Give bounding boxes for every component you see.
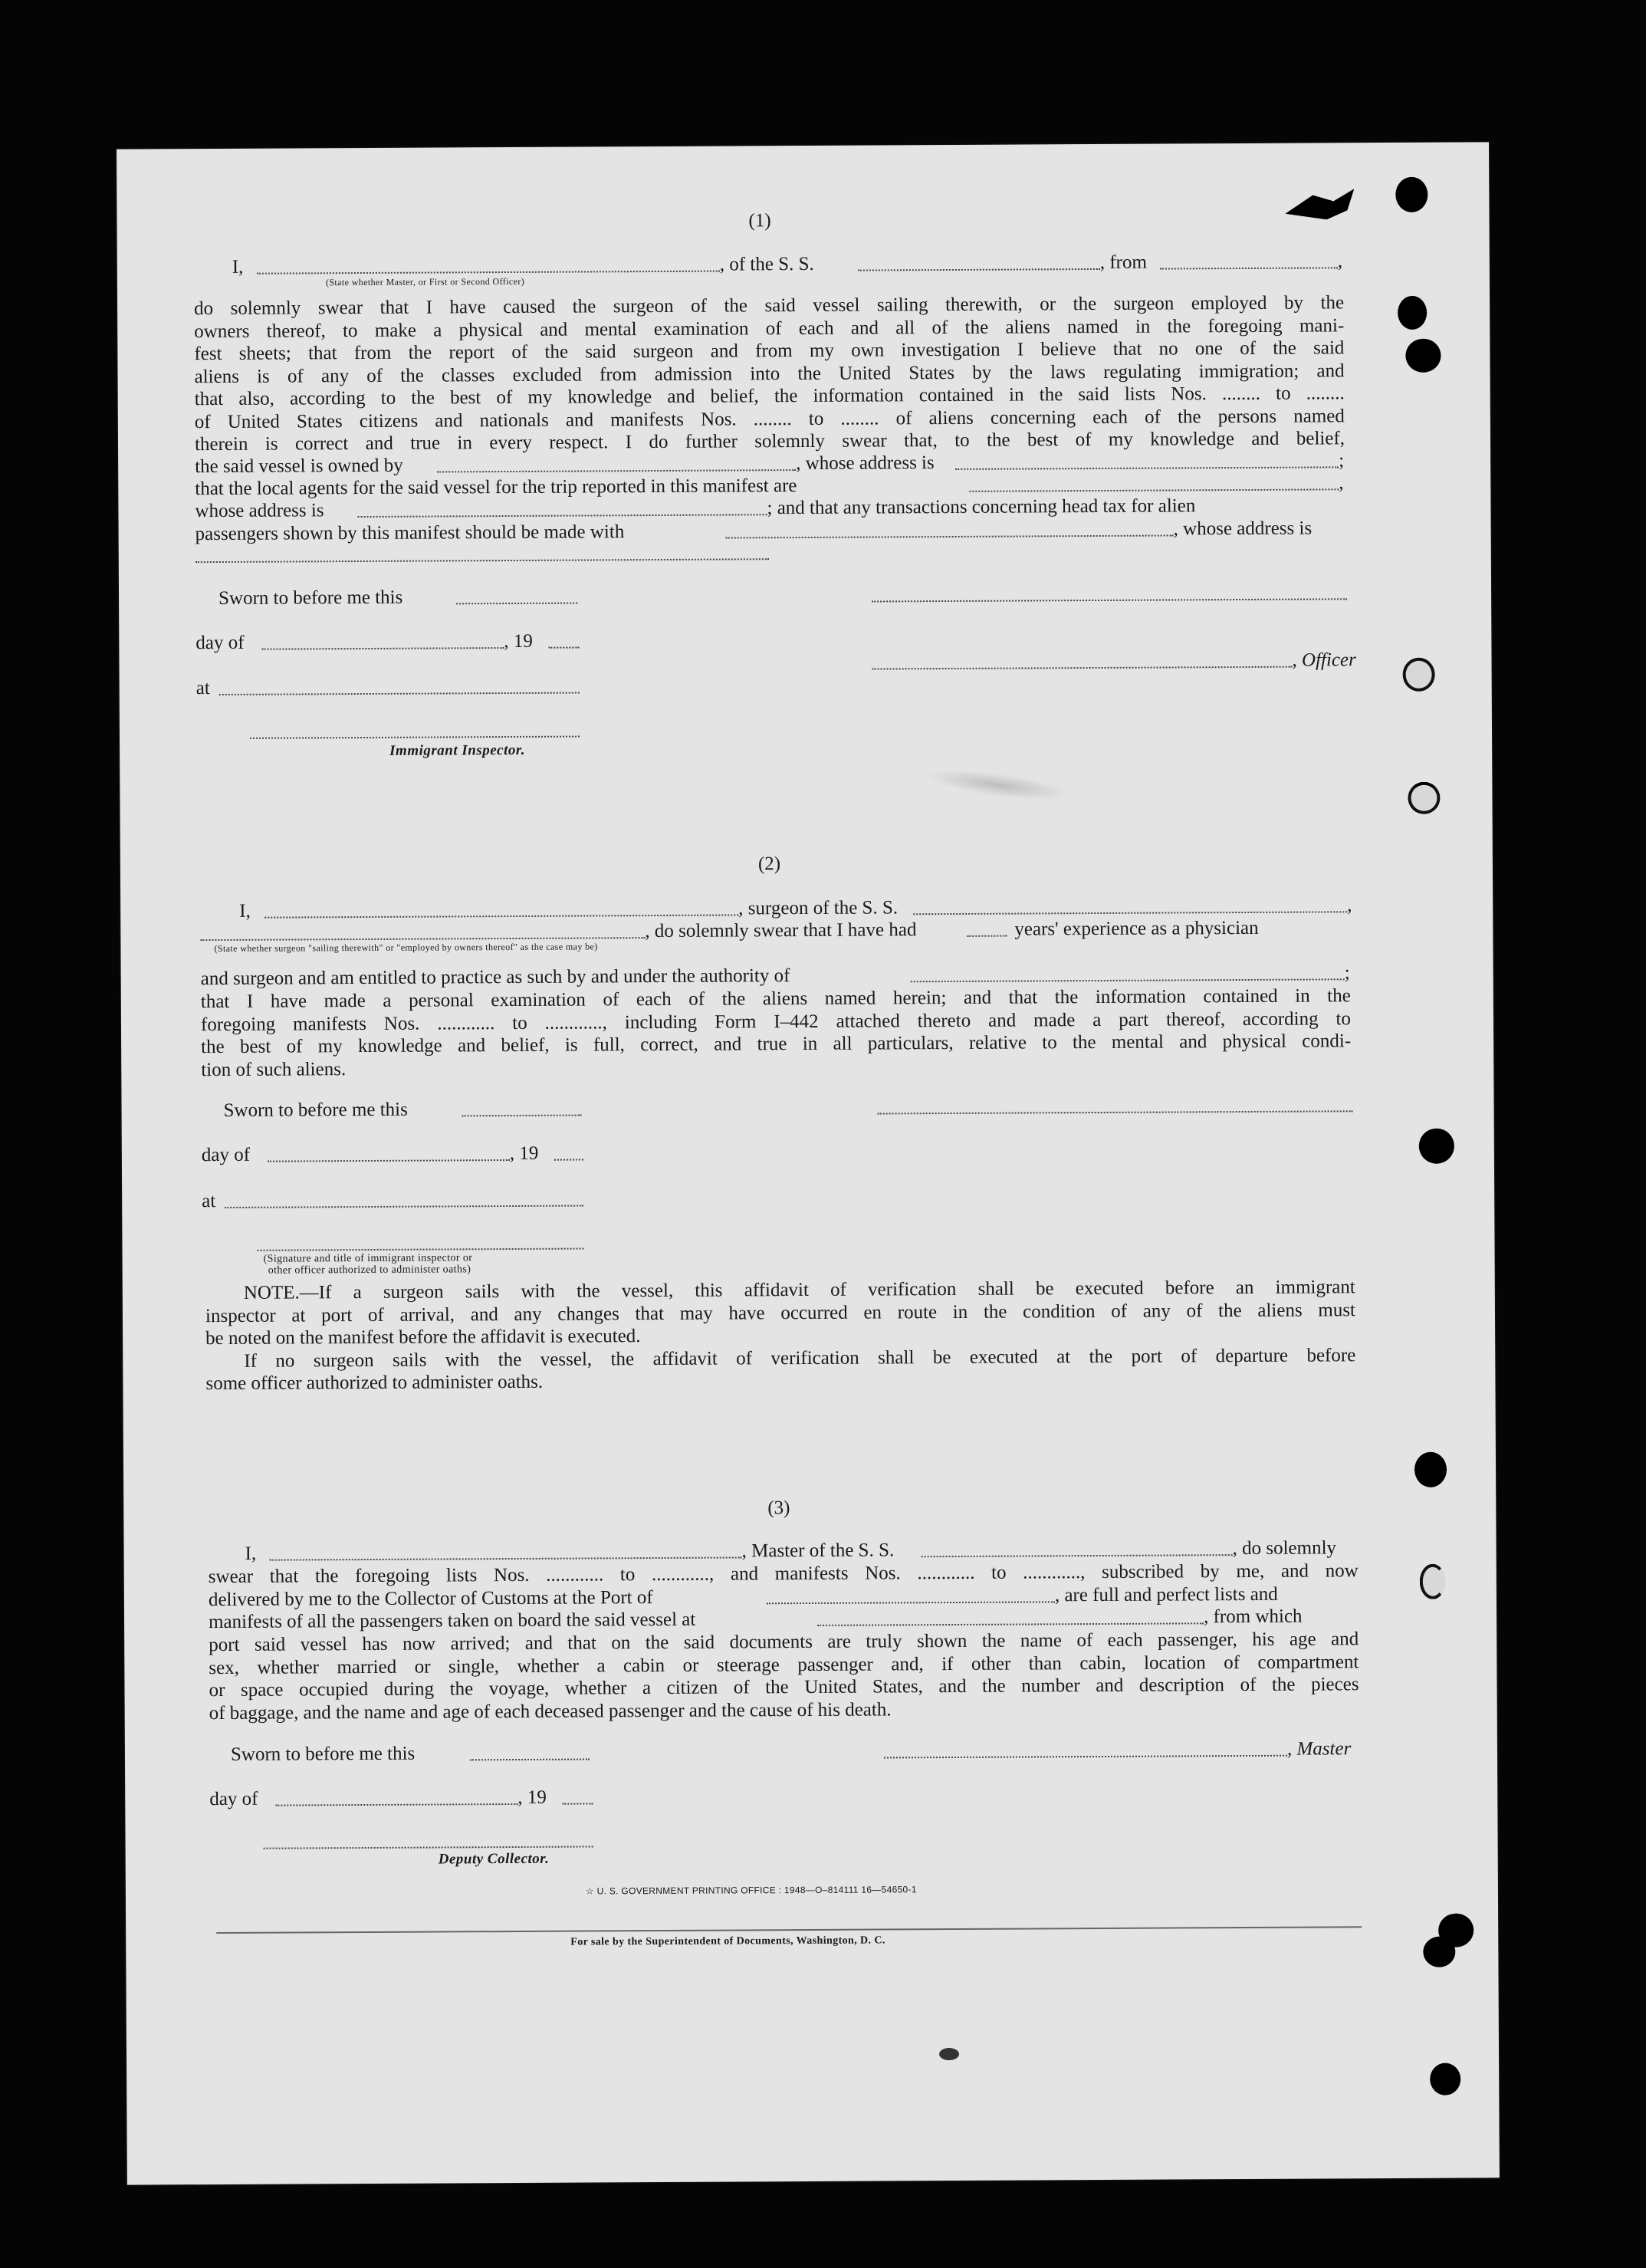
s3-day-of-label: day of bbox=[209, 1788, 258, 1810]
s3-sworn-day-blank[interactable] bbox=[470, 1758, 590, 1760]
authority-blank[interactable] bbox=[911, 978, 1345, 982]
punch-hole bbox=[1423, 1937, 1455, 1967]
s3-last-line: of baggage, and the name and age of each deceased passenger and the cause of his death. bbox=[209, 1698, 892, 1724]
s2-line: that I have made a personal examination of each of the aliens named herein; and that the information contained in the bbox=[200, 985, 1351, 1013]
punch-hole bbox=[1395, 177, 1428, 212]
s2-month-blank[interactable] bbox=[268, 1159, 510, 1162]
s3-manifests-of-text: manifests of all the passengers taken on board the said vessel at bbox=[209, 1609, 696, 1633]
owned-by-label: the said vessel is owned by bbox=[195, 455, 403, 478]
s2-sig-note-1: (Signature and title of immigrant inspector or bbox=[263, 1252, 473, 1265]
s2-at-blank[interactable] bbox=[225, 1205, 583, 1208]
officer-title-line[interactable] bbox=[872, 666, 1293, 670]
s1-line: do solemnly swear that I have caused the surgeon of the said vessel sailing therewith, or the surgeon employed by the bbox=[194, 292, 1345, 320]
vessel-name-blank[interactable] bbox=[858, 268, 1100, 271]
surgeon-note: (State whether surgeon "sailing therewith" or "employed by owners thereof" as the case may be) bbox=[214, 941, 598, 955]
footer-rule bbox=[216, 1926, 1362, 1934]
s2-i-label: I, bbox=[239, 900, 251, 922]
s3-body-line: port said vessel has now arrived; and that on the said documents are truly shown the name of each passenger, his age and bbox=[209, 1629, 1359, 1656]
form-sheet bbox=[117, 142, 1500, 2184]
head-tax-agent-blank[interactable] bbox=[726, 534, 1174, 538]
section-2-number: (2) bbox=[757, 853, 781, 875]
punch-hole-ring bbox=[1403, 658, 1435, 692]
s1-i-label: I, bbox=[232, 256, 244, 278]
head-tax-text: ; and that any transactions concerning head tax for alien bbox=[767, 495, 1196, 519]
owner-address-label: , whose address is bbox=[796, 452, 935, 475]
s2-sworn-label: Sworn to before me this bbox=[223, 1099, 408, 1121]
s1-officer-signature-line[interactable] bbox=[872, 598, 1347, 602]
s1-semicolon: ; bbox=[1339, 450, 1345, 472]
note-paragraph bbox=[205, 1276, 1356, 1395]
boarding-port-blank[interactable] bbox=[817, 1622, 1204, 1626]
surgeon-name-blank[interactable] bbox=[264, 914, 738, 918]
sale-notice: For sale by the Superintendent of Documents, Washington, D. C. bbox=[570, 1934, 885, 1948]
s2-year-label: , 19 bbox=[509, 1142, 539, 1165]
s2-oath-paragraph bbox=[201, 984, 1352, 1081]
s2-year-blank[interactable] bbox=[554, 1159, 583, 1161]
s3-sworn-label: Sworn to before me this bbox=[230, 1743, 416, 1765]
s3-body-line: or space occupied during the voyage, whether a citizen of the United States, and the number and description of the pieces bbox=[209, 1674, 1359, 1701]
smudge-mark bbox=[939, 2048, 959, 2060]
s3-i-label: I, bbox=[245, 1543, 257, 1564]
surgeon-signature-line[interactable] bbox=[878, 1110, 1353, 1114]
master-signature-line[interactable] bbox=[884, 1755, 1287, 1759]
s1-of-ss-label: , of the S. S. bbox=[719, 253, 814, 275]
s2-swear-text: , do solemnly swear that I have had bbox=[645, 919, 917, 942]
s1-oath-paragraph bbox=[194, 291, 1345, 455]
s3-from-which: , from which bbox=[1203, 1606, 1303, 1628]
deputy-label: Deputy Collector. bbox=[438, 1850, 550, 1868]
owner-blank[interactable] bbox=[437, 469, 796, 472]
s2-sworn-day-blank[interactable] bbox=[462, 1115, 582, 1117]
punch-hole-ring bbox=[1420, 1564, 1446, 1599]
s3-year-label: , 19 bbox=[517, 1786, 547, 1808]
punch-hole bbox=[1430, 2063, 1460, 2095]
head-tax-address-label: , whose address is bbox=[1173, 518, 1313, 540]
punch-hole bbox=[1414, 1452, 1447, 1487]
master-label: , Master bbox=[1286, 1738, 1352, 1760]
s1-line: that also, according to the best of my knowledge and belief, the information contained in the said lists Nos. ........ to ........ bbox=[194, 383, 1345, 410]
agents-address-label: whose address is bbox=[195, 500, 324, 522]
inspector-signature-line[interactable] bbox=[250, 736, 580, 739]
s1-sworn-day-blank[interactable] bbox=[456, 603, 577, 605]
s1-comma: , bbox=[1339, 472, 1344, 494]
years-experience-blank[interactable] bbox=[967, 935, 1007, 937]
s2-authority-text: and surgeon and am entitled to practice as such by and under the authority of bbox=[200, 965, 790, 990]
s1-year-blank[interactable] bbox=[548, 647, 579, 649]
gpo-imprint: ☆ U. S. GOVERNMENT PRINTING OFFICE : 1948—O–814111 16—54650-1 bbox=[585, 1884, 917, 1897]
s1-line: aliens is of any of the classes excluded from admission into the United States by the laws regulating immigration; and bbox=[194, 360, 1345, 387]
s2-at-label: at bbox=[202, 1191, 216, 1212]
note-line: inspector at port of arrival, and any changes that may have occurred en route in the condition of any of the aliens must bbox=[205, 1299, 1356, 1326]
agents-address-blank[interactable] bbox=[358, 514, 767, 518]
s2-vessel-blank[interactable] bbox=[913, 911, 1347, 915]
s1-month-blank[interactable] bbox=[261, 647, 504, 650]
head-tax-address-blank[interactable] bbox=[195, 558, 769, 563]
s2-last-line: tion of such aliens. bbox=[201, 1058, 347, 1080]
s2-inspector-signature-line[interactable] bbox=[258, 1248, 584, 1251]
officer-label: , Officer bbox=[1292, 649, 1356, 671]
punch-hole bbox=[1398, 296, 1427, 330]
s3-line: swear that the foregoing lists Nos. ............ to ............, and manifests Nos. ............ to ............, subscribed by me, and now bbox=[208, 1560, 1359, 1588]
note-line-end: be noted on the manifest before the affidavit is executed. bbox=[205, 1326, 641, 1349]
s1-from-label: , from bbox=[1099, 251, 1147, 273]
s2-line: foregoing manifests Nos. ............ to ............, including Form I–442 attached thereto and made a part thereof, according to bbox=[200, 1007, 1352, 1035]
punch-hole bbox=[1405, 339, 1441, 373]
s1-line: of United States citizens and nationals and manifests Nos. ........ to ........ of aliens concerning each of the persons named bbox=[194, 405, 1345, 432]
s1-sworn-label: Sworn to before me this bbox=[218, 587, 403, 609]
s3-year-blank[interactable] bbox=[562, 1803, 593, 1804]
s1-at-label: at bbox=[195, 678, 210, 699]
s3-master-of-label: , Master of the S. S. bbox=[741, 1540, 895, 1562]
s2-surgeon-of-label: , surgeon of the S. S. bbox=[738, 897, 899, 919]
note2-line-end: some officer authorized to administer oaths. bbox=[205, 1371, 544, 1395]
s2-sig-note-2: other officer authorized to administer oaths) bbox=[268, 1264, 471, 1277]
s2-semicolon: ; bbox=[1344, 962, 1350, 984]
section-3-number: (3) bbox=[767, 1497, 790, 1519]
s2-line: the best of my knowledge and belief, is full, correct, and true in all particulars, relative to the mental and physical condi- bbox=[201, 1030, 1352, 1058]
s3-do-solemnly: , do solemnly bbox=[1232, 1537, 1337, 1560]
s1-line: fest sheets; that from the report of the said surgeon and from my own investigation I believe that no one of the said bbox=[194, 337, 1345, 365]
s1-year-label: , 19 bbox=[504, 630, 533, 652]
s1-end-comma: , bbox=[1337, 251, 1343, 272]
s2-years-text: years' experience as a physician bbox=[1014, 917, 1259, 940]
punch-hole bbox=[1419, 1129, 1454, 1164]
owner-address-blank[interactable] bbox=[955, 466, 1339, 470]
inspector-label: Immigrant Inspector. bbox=[389, 741, 526, 759]
officer-note: (State whether Master, or First or Second Officer) bbox=[325, 275, 525, 288]
s3-month-blank[interactable] bbox=[275, 1803, 517, 1806]
local-agents-label: that the local agents for the said vessel for the trip reported in this manifest are bbox=[195, 475, 797, 500]
note2-line: If no surgeon sails with the vessel, the affidavit of verification shall be executed at the port of departure before bbox=[244, 1344, 1356, 1372]
punch-hole-ring bbox=[1408, 782, 1440, 814]
s1-at-blank[interactable] bbox=[219, 692, 580, 695]
passengers-text: passengers shown by this manifest should be made with bbox=[195, 521, 625, 545]
faint-stamp-mark bbox=[924, 764, 1071, 806]
section-1-number: (1) bbox=[748, 210, 771, 232]
master-name-blank[interactable] bbox=[270, 1556, 742, 1560]
deputy-signature-line[interactable] bbox=[264, 1846, 593, 1849]
port-blank[interactable] bbox=[767, 1601, 1055, 1604]
from-port-blank[interactable] bbox=[1160, 267, 1338, 269]
s3-vessel-blank[interactable] bbox=[922, 1554, 1233, 1557]
officer-name-blank[interactable] bbox=[257, 271, 720, 274]
s3-body-line: sex, whether married or single, whether a cabin or steerage passenger and, if other than cabin, location of compartment bbox=[209, 1651, 1359, 1678]
s2-end-comma: , bbox=[1347, 895, 1352, 916]
torn-corner-mark bbox=[1285, 189, 1354, 219]
s2-day-of-label: day of bbox=[201, 1144, 251, 1166]
surgeon-status-blank[interactable] bbox=[200, 937, 645, 941]
note-line: NOTE.—If a surgeon sails with the vessel, this affidavit of verification shall be executed before an immigrant bbox=[243, 1277, 1355, 1303]
s1-day-of-label: day of bbox=[195, 632, 245, 654]
s1-line: therein is correct and true in every respect. I do further solemnly swear that, to the best of my knowledge and belief, bbox=[194, 428, 1345, 455]
s1-line: owners thereof, to make a physical and mental examination of each and all of the aliens named in the foregoing mani- bbox=[194, 314, 1345, 342]
local-agents-blank[interactable] bbox=[969, 488, 1339, 492]
s3-full-perfect-text: , are full and perfect lists and bbox=[1054, 1583, 1278, 1606]
s3-delivered-text: delivered by me to the Collector of Customs at the Port of bbox=[208, 1587, 653, 1611]
s3-body-paragraph bbox=[209, 1628, 1359, 1724]
